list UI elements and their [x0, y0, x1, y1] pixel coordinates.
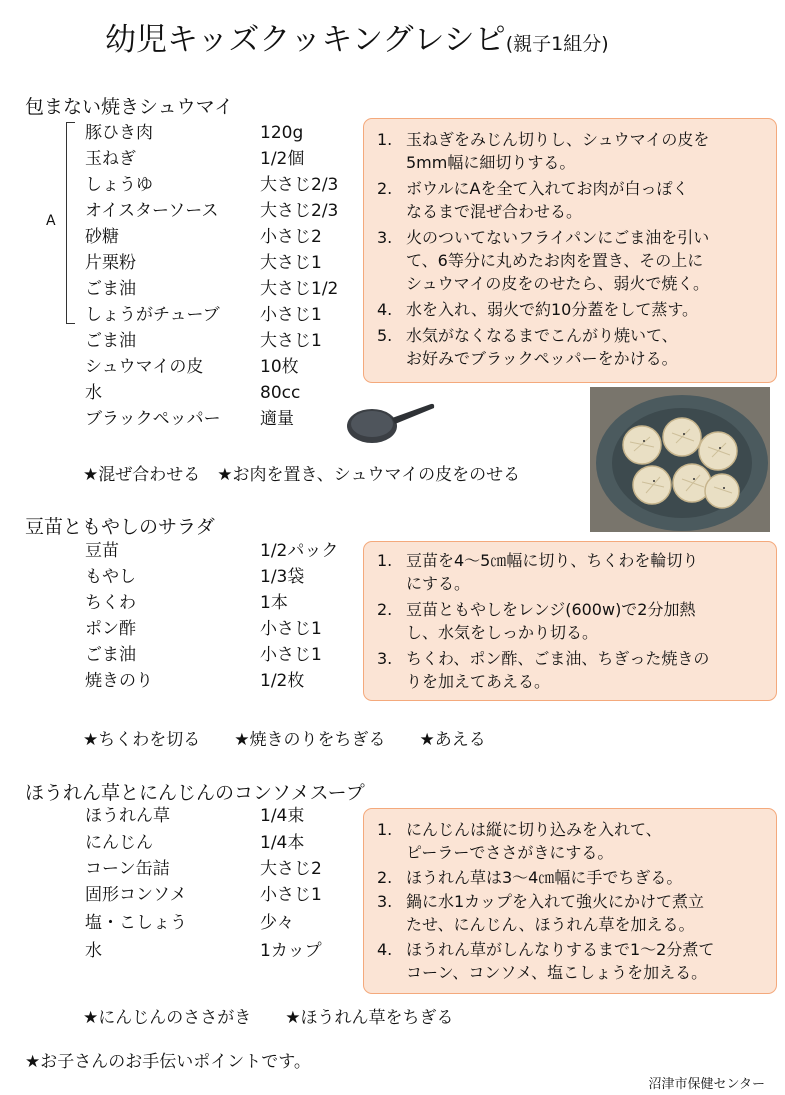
- recipe-1-tips: ★混ぜ合わせる ★お肉を置き、シュウマイの皮をのせる: [83, 465, 521, 485]
- ingredient-qty: 大さじ1/2: [260, 279, 339, 299]
- title-sub: (親子1組分): [505, 33, 609, 55]
- frying-pan-icon: [345, 398, 437, 448]
- ingredient-name: 塩・こしょう: [85, 913, 187, 933]
- ingredient-qty: 小さじ1: [260, 305, 322, 325]
- ingredient-qty: 10枚: [260, 357, 299, 377]
- ingredient-qty: 小さじ1: [260, 619, 322, 639]
- recipe-step: 1. にんじんは縦に切り込みを入れて、 ピーラーでささがきにする。: [377, 820, 662, 862]
- ingredient-name: 玉ねぎ: [85, 149, 136, 169]
- recipe-step: 4. ほうれん草がしんなりするまで1～2分煮て コーン、コンソメ、塩こしょうを加える。: [377, 940, 715, 982]
- ingredient-name: ポン酢: [85, 619, 136, 639]
- ingredient-qty: 1/4本: [260, 833, 305, 853]
- recipe-3-title: ほうれん草とにんじんのコンソメスープ: [25, 782, 365, 804]
- ingredient-qty: 小さじ1: [260, 885, 322, 905]
- ingredient-name: コーン缶詰: [85, 859, 170, 879]
- ingredient-name: 固形コンソメ: [85, 885, 187, 905]
- recipe-2-title: 豆苗ともやしのサラダ: [25, 516, 215, 538]
- ingredient-name: シュウマイの皮: [85, 357, 204, 377]
- ingredient-qty: 1/2個: [260, 149, 305, 169]
- ingredient-name: オイスターソース: [85, 201, 219, 221]
- ingredient-name: にんじん: [85, 833, 153, 853]
- ingredient-name: もやし: [85, 567, 136, 587]
- ingredient-name: しょうがチューブ: [85, 305, 220, 325]
- ingredient-qty: 大さじ1: [260, 253, 322, 273]
- recipe-step: 2. ほうれん草は3～4㎝幅に手でちぎる。: [377, 868, 683, 887]
- ingredient-name: ごま油: [85, 331, 136, 351]
- group-a-bracket: [66, 122, 75, 324]
- ingredient-qty: 少々: [260, 913, 294, 933]
- ingredient-qty: 1/2枚: [260, 671, 305, 691]
- recipe-step: 2. 豆苗ともやしをレンジ(600w)で2分加熱 し、水気をしっかり切る。: [377, 600, 696, 642]
- ingredient-name: ごま油: [85, 645, 136, 665]
- ingredient-qty: 適量: [260, 409, 294, 429]
- recipe-3-tips: ★にんじんのささがき ★ほうれん草をちぎる: [83, 1008, 454, 1028]
- ingredient-name: 焼きのり: [85, 671, 153, 691]
- ingredient-name: 水: [85, 941, 102, 961]
- recipe-step: 3. 火のついてないフライパンにごま油を引い て、6等分に丸めたお肉を置き、その上に シュウマイの皮をのせたら、弱火で焼く。: [377, 228, 710, 293]
- group-a-label: A: [46, 213, 56, 229]
- ingredient-qty: 1/4束: [260, 806, 305, 826]
- ingredient-qty: 1/3袋: [260, 567, 305, 587]
- ingredient-qty: 小さじ1: [260, 645, 322, 665]
- ingredient-qty: 1カップ: [260, 941, 322, 961]
- credit: 沼津市保健センター: [648, 1077, 765, 1092]
- recipe-step: 1. 玉ねぎをみじん切りし、シュウマイの皮を 5mm幅に細切りする。: [377, 130, 710, 172]
- recipe-2-tips: ★ちくわを切る ★焼きのりをちぎる ★あえる: [83, 730, 486, 750]
- recipe-step: 5. 水気がなくなるまでこんがり焼いて、 お好みでブラックペッパーをかける。: [377, 326, 678, 368]
- recipe-1-title: 包まない焼きシュウマイ: [25, 96, 234, 118]
- ingredient-qty: 大さじ2: [260, 859, 322, 879]
- ingredient-name: 砂糖: [85, 227, 119, 247]
- ingredient-name: 水: [85, 383, 102, 403]
- ingredient-name: 豆苗: [85, 541, 119, 561]
- ingredient-name: ちくわ: [85, 593, 136, 613]
- ingredient-qty: 大さじ2/3: [260, 201, 339, 221]
- recipe-step: 4. 水を入れ、弱火で約10分蓋をして蒸す。: [377, 300, 699, 319]
- recipe-step: 3. 鍋に水1カップを入れて強火にかけて煮立 たせ、にんじん、ほうれん草を加える。: [377, 892, 705, 934]
- title-main: 幼児キッズクッキングレシピ: [105, 22, 506, 58]
- ingredient-qty: 80cc: [260, 383, 301, 403]
- ingredient-qty: 大さじ2/3: [260, 175, 339, 195]
- shumai-dish-photo: [590, 387, 770, 532]
- recipe-step: 1. 豆苗を4～5㎝幅に切り、ちくわを輪切り にする。: [377, 551, 699, 593]
- ingredient-qty: 大さじ1: [260, 331, 322, 351]
- ingredient-name: ごま油: [85, 279, 136, 299]
- ingredient-qty: 小さじ2: [260, 227, 322, 247]
- ingredient-qty: 120g: [260, 123, 304, 143]
- ingredient-name: ブラックペッパー: [85, 409, 221, 429]
- recipe-step: 2. ボウルにAを全て入れてお肉が白っぽく なるまで混ぜ合わせる。: [377, 179, 689, 221]
- ingredient-name: 片栗粉: [85, 253, 136, 273]
- ingredient-qty: 1/2パック: [260, 541, 339, 561]
- ingredient-name: しょうゆ: [85, 175, 153, 195]
- ingredient-qty: 1本: [260, 593, 288, 613]
- page-title: [105, 14, 725, 59]
- ingredient-name: 豚ひき肉: [85, 123, 153, 143]
- footer-note: ★お子さんのお手伝いポイントです。: [25, 1052, 311, 1072]
- recipe-step: 3. ちくわ、ポン酢、ごま油、ちぎった焼きの りを加えてあえる。: [377, 649, 710, 691]
- ingredient-name: ほうれん草: [85, 806, 170, 826]
